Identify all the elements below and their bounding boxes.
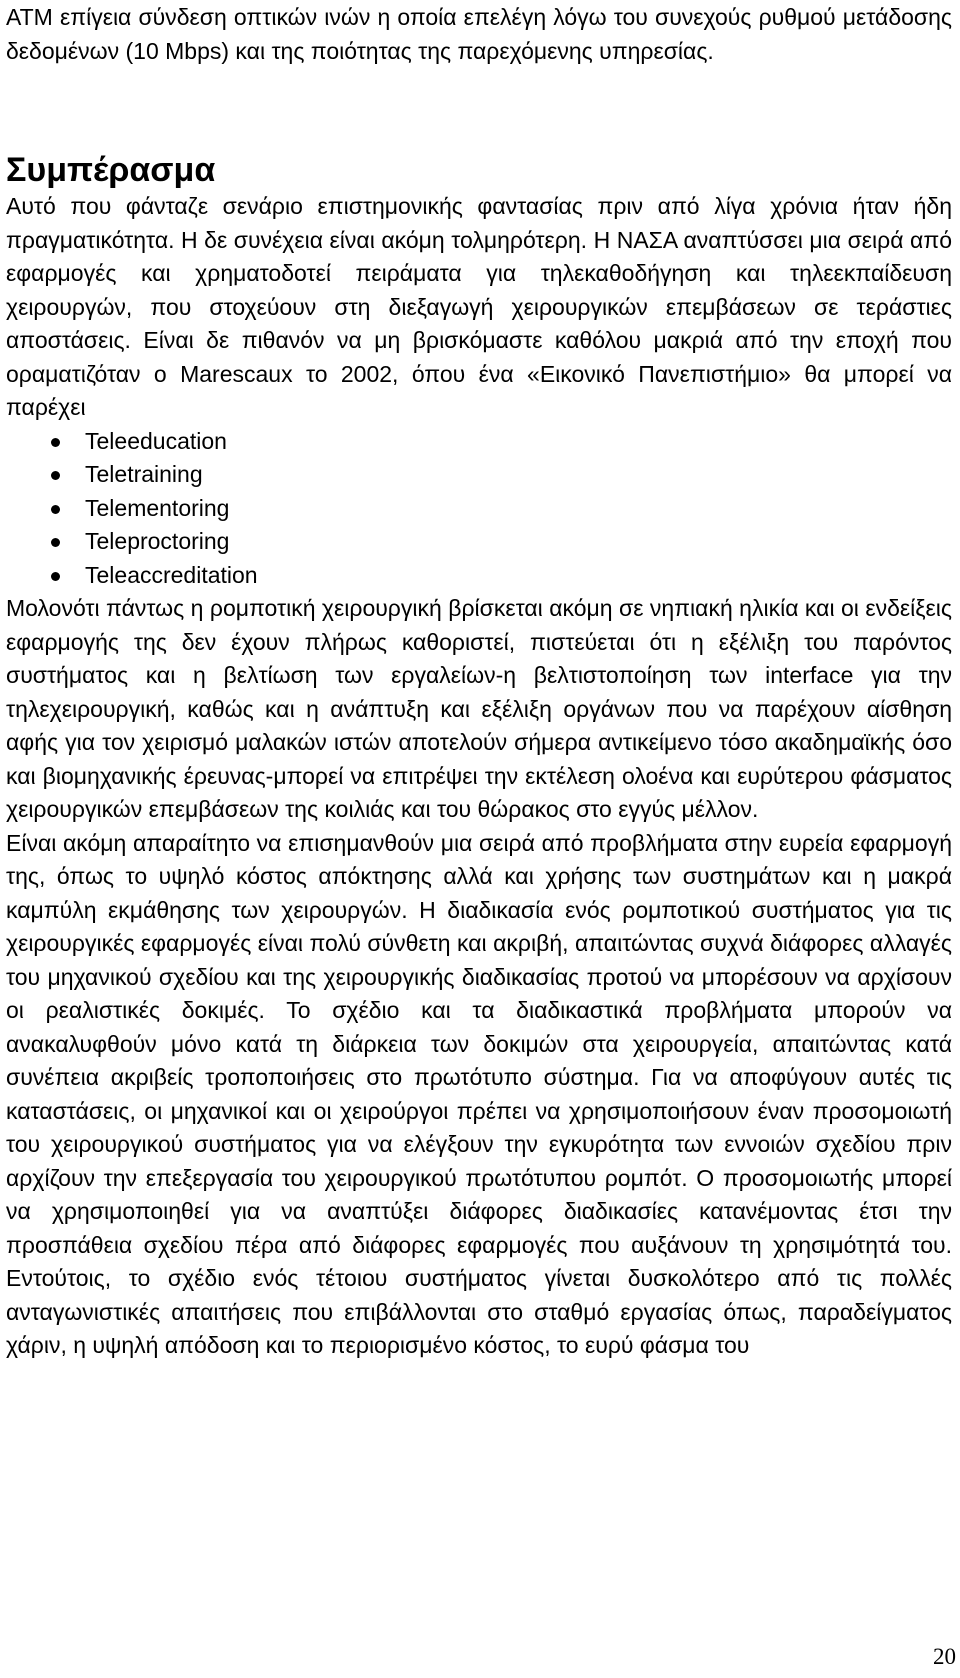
bullet-icon: [51, 438, 60, 447]
bullet-icon: [51, 572, 60, 581]
bullet-icon: [51, 505, 60, 514]
list-item-label: Telementoring: [85, 494, 230, 521]
bullet-list: [6, 425, 952, 593]
list-item: [6, 559, 952, 593]
list-item: [6, 492, 952, 526]
bullet-icon: [51, 471, 60, 480]
list-item: [6, 458, 952, 492]
list-item: [6, 525, 952, 559]
intro-paragraph: ATM επίγεια σύνδεση οπτικών ινών η οποία επελέγη λόγω του συνεχούς ρυθμού μετάδοσης δεδομένων (10 Mbps) και της ποιότητας της παρεχόμενης υπηρεσίας.: [6, 4, 952, 64]
list-item-label: Teleproctoring: [85, 528, 230, 554]
final-paragraph: Είναι ακόμη απαραίτητο να επισημανθούν μια σειρά από προβλήματα στην ευρεία εφαρμογή της, όπως το υψηλό κόστος απόκτησης αλλά και χρήσης των συστημάτων και η μακρά καμπύλη εκμάθησης των χειρουργών. Η διαδικασία ενός ρομποτικού συστήματος για τις χειρουργικές εφαρμογές είναι πολύ σύνθετη και ακριβή, απαιτώντας συχνά διάφορες αλλαγές του μηχανικού σχεδίου και της χειρουργικής διαδικασίας προτού να μπορέσουν να αρχίσουν οι ρεαλιστικές δοκιμές. Το σχέδιο και τα διαδικαστικά προβλήματα μπορούν να ανακαλυφθούν μόνο κατά τη διάρκεια των δοκιμών στα χειρουργεία, απαιτώντας κατά συνέπεια ακριβείς τροποποιήσεις στο πρωτότυπο σύστημα. Για να αποφύγουν αυτές τις καταστάσεις, οι μηχανικοί και οι χειρούργοι πρέπει να χρησιμοποιήσουν έναν προσομοιωτή του χειρουργικού συστήματος για να ελέγξουν την εγκυρότητα των εννοιών σχεδίου πριν αρχίζουν την επεξεργασία του χειρουργικού πρωτότυπου ρομπότ. Ο προσομοιωτής μπορεί να χρησιμοποιηθεί για να αναπτύξει διάφορες διαδικασίες κατανέμοντας έτσι την προσπάθεια σχεδίου πέρα από διάφορες εφαρμογές που αυξάνουν τη χρησιμότητά του. Εντούτοις, το σχέδιο ενός τέτοιου συστήματος γίνεται δυσκολότερο από τις πολλές ανταγωνιστικές απαιτήσεις που επιβάλλονται στο σταθμό εργασίας όπως, παραδείγματος χάριν, η υψηλή απόδοση και το περιορισμένο κόστος, το ευρύ φάσμα του: [6, 829, 952, 1358]
list-item-label: Teleaccreditation: [85, 561, 258, 588]
list-item: [6, 425, 952, 459]
list-item-label: Teletraining: [85, 461, 203, 487]
section-heading: Συμπέρασμα: [6, 151, 216, 189]
bullet-icon: [51, 538, 60, 547]
page-number: 20: [933, 1644, 956, 1669]
list-item-label: Teleeducation: [85, 427, 227, 454]
paragraph-after-list: Μολονότι πάντως η ρομποτική χειρουργική βρίσκεται ακόμη σε νηπιακή ηλικία και οι ενδείξεις εφαρμογής της δεν έχουν πλήρως καθοριστεί, πιστεύεται ότι η εξέλιξη του παρόντος συστήματος και η βελτίωση των εργαλείων-η βελτιστοποίηση των interface για την τηλεχειρουργική, καθώς και η ανάπτυξη και εξέλιξη οργάνων που να παρέχουν αίσθηση αφής για τον χειρισμό μαλακών ιστών αποτελούν σήμερα αντικείμενο τόσο ακαδημαϊκής όσο και βιομηχανικής έρευνας-μπορεί να επιτρέψει την εκτέλεση ολοένα και ευρύτερου φάσματος χειρουργικών επεμβάσεων της κοιλιάς και του θώρακος στο εγγύς μέλλον.: [6, 595, 952, 822]
document-page: [6, 0, 952, 1363]
conclusion-paragraph: Αυτό που φάνταζε σενάριο επιστημονικής φαντασίας πριν από λίγα χρόνια ήταν ήδη πραγματικότητα. Η δε συνέχεια είναι ακόμη τολμηρότερη. Η ΝΑΣΑ αναπτύσσει μια σειρά από εφαρμογές και χρηματοδοτεί πειράματα για τηλεκαθοδήγηση και τηλεεκπαίδευση χειρουργών, που στοχεύουν στη διεξαγωγή χειρουργικών επεμβάσεων σε τεράστιες αποστάσεις. Είναι δε πιθανόν να μη βρισκόμαστε καθόλου μακριά από την εποχή που οραματιζόταν ο Marescaux το 2002, όπου ένα «Εικονικό Πανεπιστήμιο» θα μπορεί να παρέχει: [6, 193, 952, 420]
